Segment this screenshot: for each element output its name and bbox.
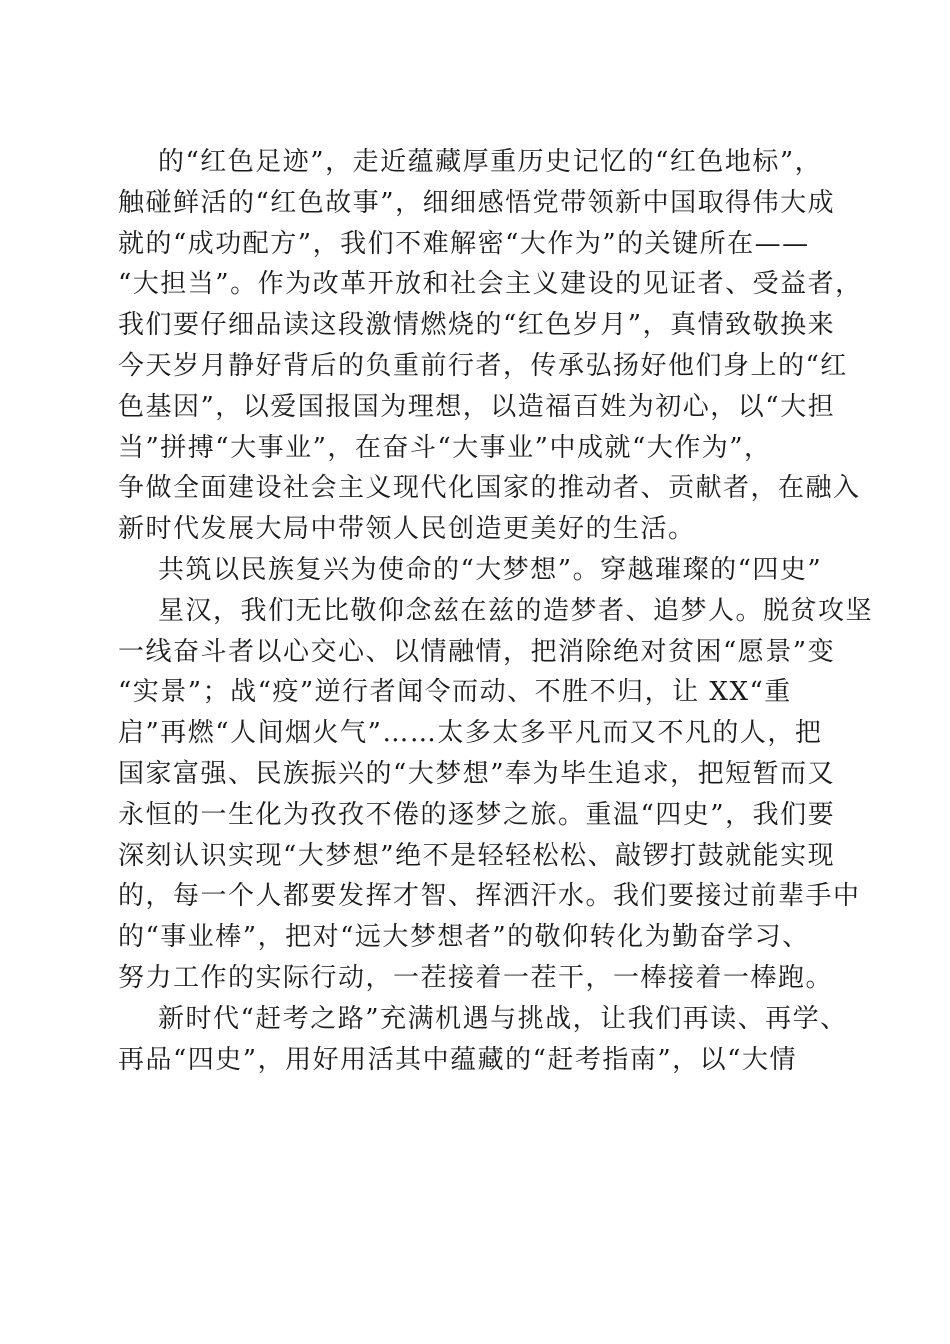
text-line: 触碰鲜活的“红色故事”，细细感悟党带领新中国取得伟大成 xyxy=(118,187,836,218)
text-line: 今天岁月静好背后的负重前行者，传承弘扬好他们身上的“红 xyxy=(118,350,848,381)
text-line: 新时代“赶考之路”充满机遇与挑战，让我们再读、再学、 xyxy=(158,1003,848,1034)
text-line: 我们要仔细品读这段激情燃烧的“红色岁月”，真情致敬换来 xyxy=(118,310,836,341)
text-line: 努力工作的实际行动，一茬接着一茬干，一棒接着一棒跑。 xyxy=(118,962,834,993)
text-line: 永恒的一生化为孜孜不倦的逐梦之旅。重温“四史”，我们要 xyxy=(118,799,836,830)
text-line: 就的“成功配方”，我们不难解密“大作为”的关键所在—— xyxy=(118,228,810,259)
text-line: “大担当”。作为改革开放和社会主义建设的见证者、受益者， xyxy=(118,269,863,300)
text-line: 争做全面建设社会主义现代化国家的推动者、贡献者，在融入 xyxy=(118,473,861,504)
paragraph-heading-line: 共筑以民族复兴为使命的“大梦想”。穿越璀璨的“四史” xyxy=(158,554,823,585)
text-line: 的“红色足迹”，走近蕴藏厚重历史记忆的“红色地标”， xyxy=(158,147,823,177)
text-line: 深刻认识实现“大梦想”绝不是轻轻松松、敲锣打鼓就能实现 xyxy=(118,840,836,871)
text-line: “实景”；战“疫”逆行者闻令而动、不胜不归，让 XX“重 xyxy=(118,677,792,708)
text-line: 的“事业棒”，把对“远大梦想者”的敬仰转化为勤奋学习、 xyxy=(118,922,810,953)
body-text xyxy=(118,142,874,1080)
text-line: 的，每一个人都要发挥才智、挥洒汗水。我们要接过前辈手中 xyxy=(118,881,861,912)
text-line: 一线奋斗者以心交心、以情融情，把消除绝对贫困“愿景”变 xyxy=(118,636,836,667)
text-line: 当”拼搏“大事业”，在奋斗“大事业”中成就“大作为”， xyxy=(118,432,772,463)
text-line: 新时代发展大局中带领人民创造更美好的生活。 xyxy=(118,514,696,545)
text-line: 启”再燃“人间烟火气”……太多太多平凡而又不凡的人，把 xyxy=(118,718,823,749)
text-line: 色基因”，以爱国报国为理想，以造福百姓为初心，以“大担 xyxy=(118,391,836,422)
text-line: 再品“四史”，用好用活其中蕴藏的“赶考指南”，以“大情 xyxy=(118,1044,797,1075)
text-line: 星汉，我们无比敬仰念兹在兹的造梦者、追梦人。脱贫攻坚 xyxy=(158,595,874,626)
text-line: 国家富强、民族振兴的“大梦想”奉为毕生追求，把短暂而又 xyxy=(118,758,836,789)
